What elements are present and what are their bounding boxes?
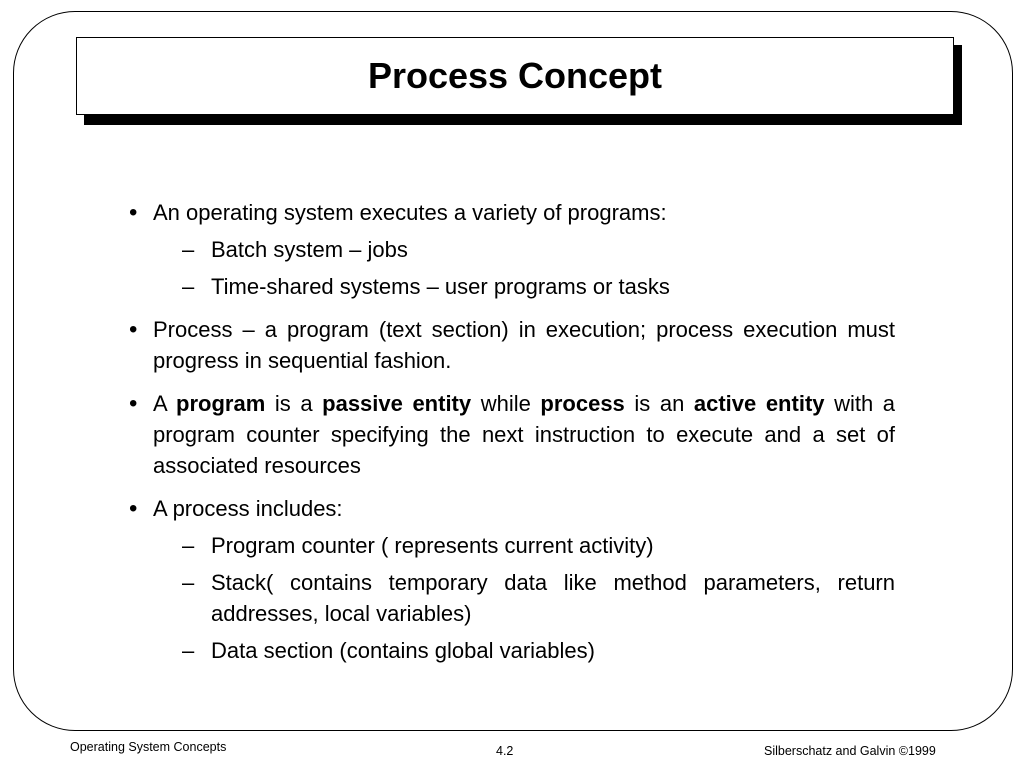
sub-item <box>153 567 895 629</box>
slide-title: Process Concept <box>367 55 663 96</box>
sub-marker: – <box>182 274 195 299</box>
text-segment: is a <box>265 391 323 416</box>
bullet-marker: • <box>129 390 138 417</box>
sub-marker: – <box>182 638 195 663</box>
sub-item <box>153 234 895 265</box>
title-box <box>76 37 954 115</box>
bullet-item <box>125 314 895 376</box>
bullet-text <box>153 388 895 481</box>
text-segment: is an <box>624 391 694 416</box>
sub-marker: – <box>182 570 195 595</box>
text-segment: A process includes: <box>153 496 343 521</box>
text-segment: with a program counter specifying the next instruction to execute and a set of associated resources <box>153 391 896 478</box>
bullet-list <box>125 197 895 678</box>
footer-course: Operating System Concepts <box>70 740 227 754</box>
text-segment: A <box>153 391 177 416</box>
bullet-item <box>125 197 895 302</box>
bullet-text <box>153 314 895 376</box>
sub-marker: – <box>182 237 195 262</box>
bullet-item <box>125 388 895 481</box>
sub-item <box>153 530 895 561</box>
bold-term: process <box>540 391 625 416</box>
bullet-text <box>153 493 895 524</box>
bullet-item <box>125 493 895 666</box>
text-segment: An operating system executes a variety of programs: <box>153 200 667 225</box>
sub-item <box>153 635 895 666</box>
bold-term: passive entity <box>322 391 472 416</box>
bold-term: program <box>176 391 266 416</box>
sub-item-text: Time-shared systems – user programs or tasks <box>211 274 670 299</box>
text-segment: while <box>471 391 541 416</box>
footer-page-number: 4.2 <box>496 744 514 758</box>
sub-list <box>153 530 895 666</box>
footer-copyright: Silberschatz and Galvin ©1999 <box>764 744 936 758</box>
bullet-marker: • <box>129 495 138 522</box>
bullet-text <box>153 197 895 228</box>
sub-item-text: Program counter ( represents current activity) <box>211 533 654 558</box>
bullet-marker: • <box>129 316 138 343</box>
text-segment: Process – a program (text section) in execution; process execution must progress in sequential fashion. <box>153 317 895 373</box>
sub-item <box>153 271 895 302</box>
sub-item-text: Stack( contains temporary data like method parameters, return addresses, local variables) <box>211 570 895 626</box>
sub-list <box>153 234 895 302</box>
sub-item-text: Data section (contains global variables) <box>211 638 595 663</box>
sub-marker: – <box>182 533 195 558</box>
bold-term: active entity <box>693 391 825 416</box>
bullet-marker: • <box>129 199 138 226</box>
sub-item-text: Batch system – jobs <box>211 237 408 262</box>
